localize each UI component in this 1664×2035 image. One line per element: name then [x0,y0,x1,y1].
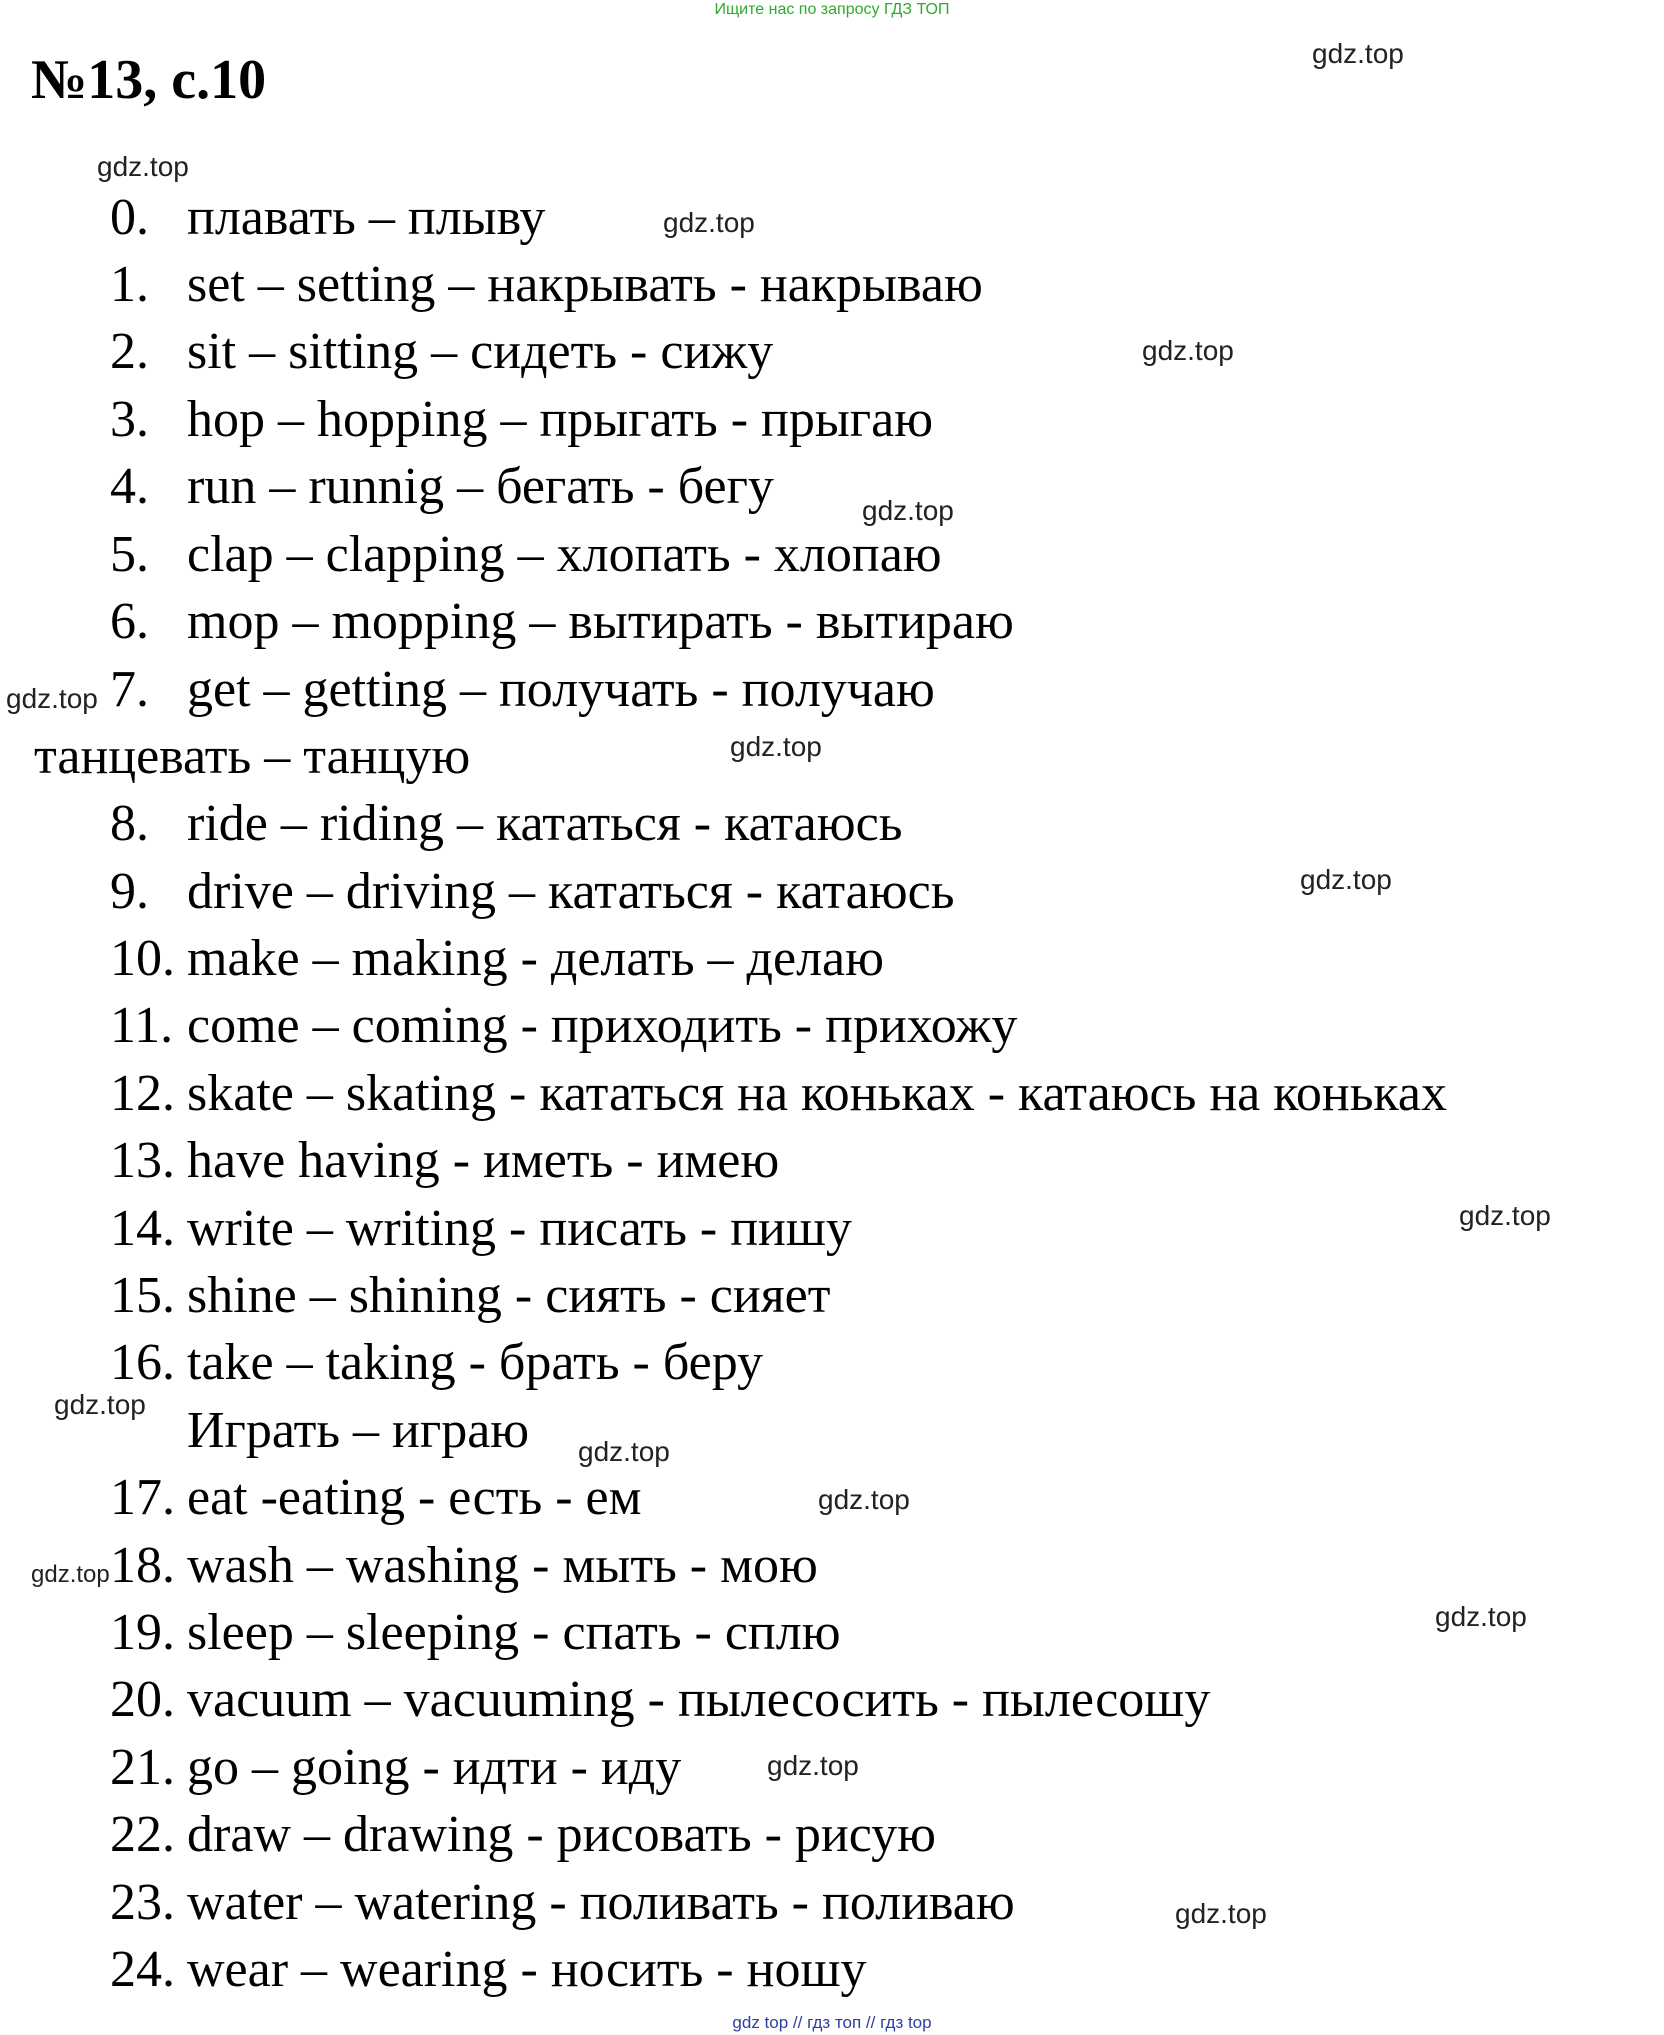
item-number: 23. [110,1874,175,1931]
list-item [110,794,902,854]
item-number: 20. [110,1671,175,1728]
watermark: gdz.top [31,1561,110,1588]
item-number: 14. [110,1200,175,1257]
item-text: get – getting – получать - получаю [187,661,935,718]
list-item [110,929,884,989]
item-text: go – going - идти - иду [187,1739,682,1796]
item-number: 13. [110,1132,175,1189]
item-number: 22. [110,1806,175,1863]
watermark: gdz.top [578,1436,670,1467]
item-text: come – coming - приходить - прихожу [187,997,1018,1054]
item-number: 10. [110,930,175,987]
item-text: Играть – играю [187,1402,530,1459]
item-number: 12. [110,1065,175,1122]
list-item [110,592,1014,652]
watermark: gdz.top [97,151,189,182]
item-number: 18. [110,1537,175,1594]
item-number: 11. [110,997,174,1054]
watermark: gdz.top [1312,38,1404,69]
item-number: 21. [110,1739,175,1796]
item-number: 3. [110,391,149,448]
list-item [110,862,954,922]
list-item [110,660,935,720]
item-text: wear – wearing - носить - ношу [187,1941,867,1998]
item-text: water – watering - поливать - поливаю [187,1874,1015,1931]
list-item [187,1401,529,1461]
item-number: 6. [110,593,149,650]
watermark: gdz.top [1142,335,1234,366]
item-text: shine – shining - сиять - сияет [187,1267,831,1324]
watermark: gdz.top [54,1389,146,1420]
watermark: gdz.top [1300,864,1392,895]
item-text: ride – riding – кататься - катаюсь [187,795,903,852]
item-text: make – making - делать – делаю [187,930,884,987]
item-text: skate – skating - кататься на коньках - катаюсь на коньках [187,1065,1447,1122]
list-item [110,1805,936,1865]
watermark: gdz.top [767,1750,859,1781]
watermark: gdz.top [862,495,954,526]
item-text: run – runnig – бегать - бегу [187,458,774,515]
item-text: wash – washing - мыть - мою [187,1537,818,1594]
item-text: mop – mopping – вытирать - вытираю [187,593,1014,650]
list-item [110,1468,642,1528]
item-number: 17. [110,1469,175,1526]
list-item [110,1603,841,1663]
list-item [110,188,545,248]
item-number: 9. [110,863,149,920]
list-item [110,996,1017,1056]
watermark: gdz.top [1175,1898,1267,1929]
item-text: танцевать – танцую [34,728,471,785]
item-text: have having - иметь - имею [187,1132,780,1189]
item-text: draw – drawing - рисовать - рисую [187,1806,936,1863]
watermark: gdz.top [6,683,98,714]
item-number: 5. [110,526,149,583]
item-text: write – writing - писать - пишу [187,1200,852,1257]
list-item [110,1670,1210,1730]
item-number: 19. [110,1604,175,1661]
item-number: 4. [110,458,149,515]
item-number: 16. [110,1334,175,1391]
watermark: gdz.top [730,731,822,762]
item-text: плавать – плыву [187,189,546,246]
item-text: sit – sitting – сидеть - сижу [187,323,774,380]
item-text: sleep – sleeping - спать - сплю [187,1604,841,1661]
list-item [110,255,983,315]
list-item [110,1738,681,1798]
watermark: gdz.top [663,207,755,238]
item-text: drive – driving – кататься - катаюсь [187,863,955,920]
item-number: 24. [110,1941,175,1998]
list-item [110,1266,830,1326]
footer-watermark: gdz top // гдз топ // гдз top [732,2013,932,2032]
list-item [110,1536,818,1596]
list-item [110,1064,1447,1124]
item-number: 2. [110,323,149,380]
list-item [110,1131,779,1191]
list-item [110,1873,1015,1933]
item-text: vacuum – vacuuming - пылесосить - пылесошу [187,1671,1211,1728]
list-item [110,1333,763,1393]
search-hint: Ищите нас по запросу ГДЗ ТОП [714,1,950,18]
list-item [110,525,942,585]
list-item [110,390,933,450]
list-item [110,1940,866,2000]
watermark: gdz.top [1435,1601,1527,1632]
list-item [110,1199,852,1259]
list-item [110,457,774,517]
item-text: take – taking - брать - беру [187,1334,764,1391]
item-number: 7. [110,661,149,718]
list-item [110,322,773,382]
item-text: clap – clapping – хлопать - хлопаю [187,526,942,583]
list-item [34,727,470,787]
watermark: gdz.top [818,1484,910,1515]
item-number: 8. [110,795,149,852]
page-title: №13, с.10 [31,49,267,111]
item-text: eat -eating - есть - ем [187,1469,642,1526]
item-text: set – setting – накрывать - накрываю [187,256,983,313]
item-number: 15. [110,1267,175,1324]
item-text: hop – hopping – прыгать - прыгаю [187,391,934,448]
item-number: 0. [110,189,149,246]
watermark: gdz.top [1459,1200,1551,1231]
item-number: 1. [110,256,149,313]
